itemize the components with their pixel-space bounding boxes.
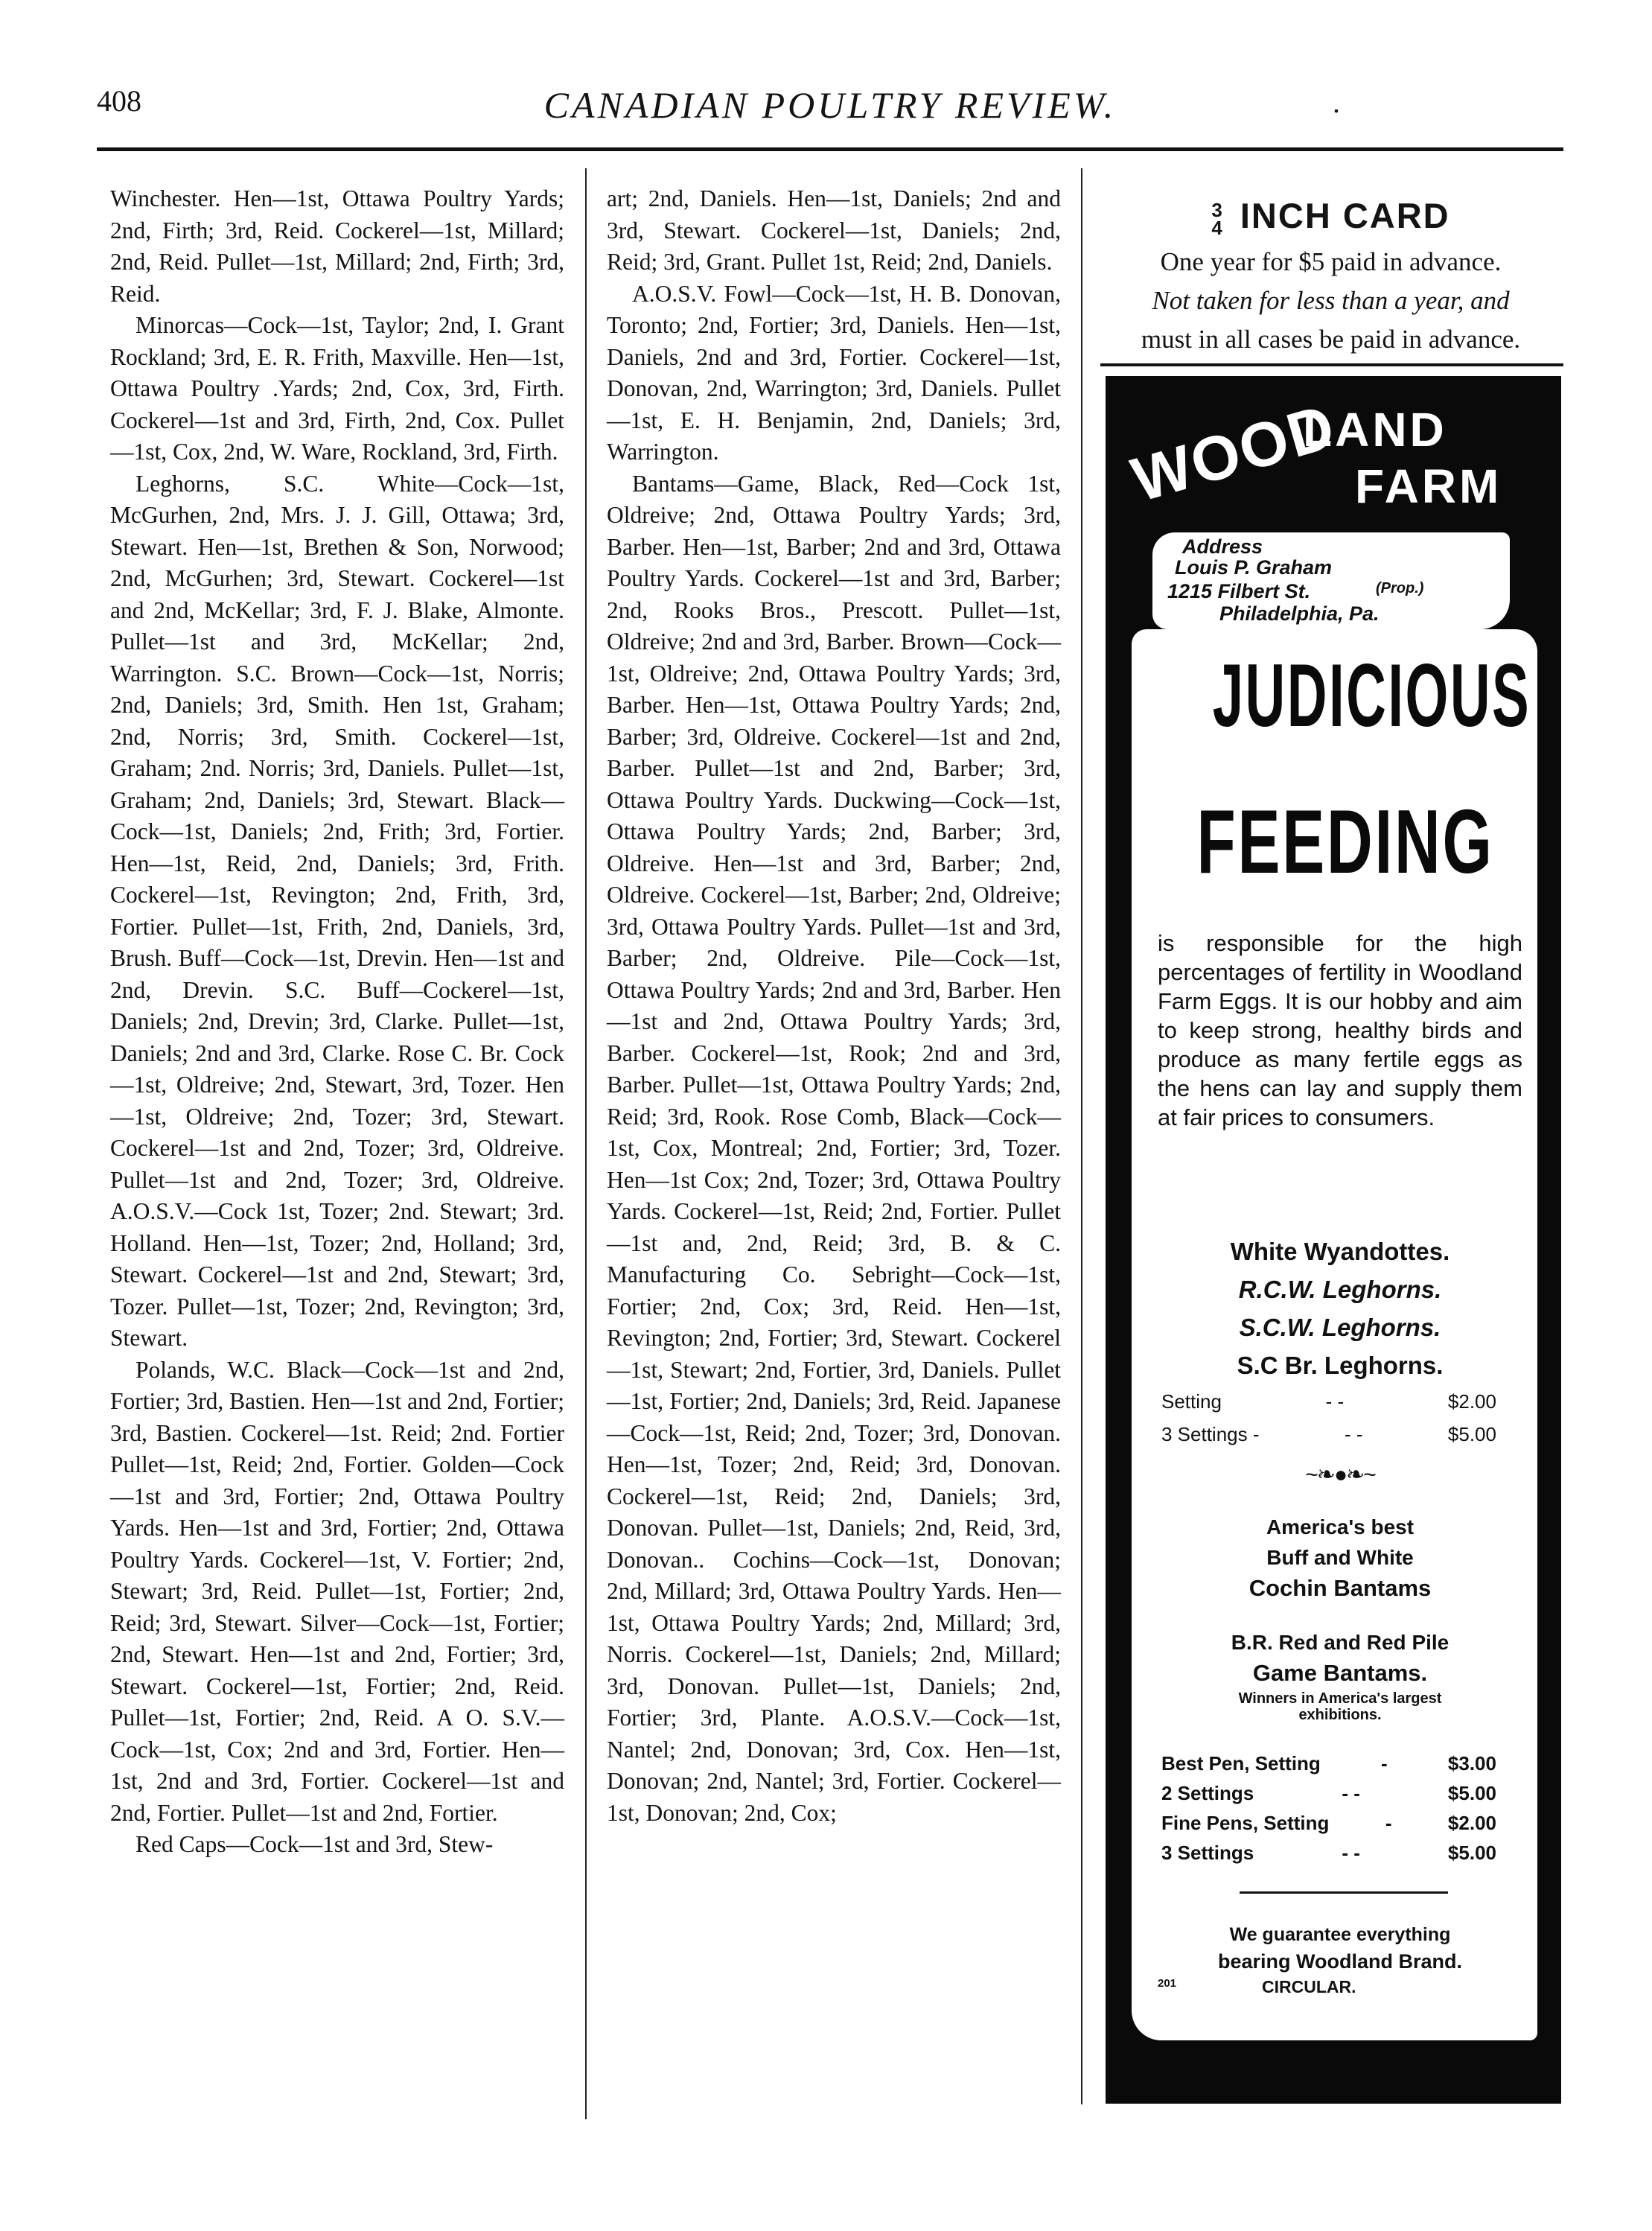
breed-item: S.C Br. Leghorns. bbox=[1237, 1352, 1444, 1379]
paragraph: Minorcas—Cock—1st, Taylor; 2nd, I. Grant Rockland; 3rd, E. R. Frith, Maxville. Hen—1st, Ottawa Poultry .Yards; 2nd, Cox, 3rd, Firth. Cockerel—1st and 3rd, Firth, 2nd, Cox. Pullet—1st, Cox, 2nd, W. Ware, Rockland, 3rd, Firth. bbox=[110, 312, 564, 465]
column-divider-2 bbox=[1081, 168, 1082, 2104]
brand-farm: FARM bbox=[1355, 459, 1502, 513]
card-terms bbox=[1098, 243, 1563, 359]
ad-body-text: is responsible for the high percentages of fertility in Woodland Farm Eggs. It is our hobby and aim to keep strong, healthy birds and produce as many fertile eggs as the hens can lay and supply them at fair prices to consumers. bbox=[1158, 930, 1522, 1130]
address-name: Louis P. Graham bbox=[1175, 556, 1333, 579]
text-column-2 bbox=[607, 183, 1061, 1829]
address-city: Philadelphia, Pa. bbox=[1219, 602, 1380, 625]
price-list-bantams bbox=[1161, 1748, 1496, 1868]
page-number: 408 bbox=[97, 84, 141, 118]
breed-item: S.C.W. Leghorns. bbox=[1239, 1314, 1441, 1341]
price-row: Best Pen, Setting - $3.00 bbox=[1161, 1752, 1496, 1775]
column-divider-1 bbox=[585, 168, 587, 2119]
bantam-heading: America's best Buff and White Cochin Bantams bbox=[1248, 1515, 1432, 1601]
address-street: 1215 Filbert St. bbox=[1167, 580, 1311, 602]
card-title: 3 4 INCH CARD bbox=[1211, 196, 1450, 239]
paragraph: Polands, W.C. Black—Cock—1st and 2nd, Fortier; 3rd, Bastien. Hen—1st and 2nd, Fortier; 3rd, Bastien. Cockerel—1st. Reid; 2nd. Fortier Pullet—1st, Reid; 2nd, Fortier. Golden—Cock—1st and 3rd, Fortier; 2nd, Ottawa Poultry Yards. Hen—1st and 3rd, Fortier; 2nd, Ottawa Poultry Yards. Cockerel—1st, V. Fortier; 2nd, Stewart; 3rd, Reid. Pullet—1st, Fortier; 2nd, Reid; 3rd, Stewart. Silver—Cock—1st, Fortier; 2nd, Stewart. Hen—1st and 2nd, Fortier; 3rd, Stewart. Cockerel—1st, Fortier; 2nd, Reid. Pullet—1st, Fortier; 2nd, Reid. A O. S.V.—Cock—1st, Cox; 2nd and 3rd, Fortier. Hen—1st, 2nd and 3rd, Fortier. Cockerel—1st and 2nd, Fortier. Pullet—1st and 2nd, Fortier. bbox=[110, 1356, 564, 1826]
header-rule bbox=[97, 147, 1563, 151]
card-fraction: 3 4 bbox=[1211, 198, 1224, 239]
paragraph: A.O.S.V. Fowl—Cock—1st, H. B. Donovan, Toronto; 2nd, Fortier; 3rd, Daniels. Hen—1st, Daniels, 2nd and 3rd, Fortier. Cockerel—1st, Donovan, 2nd, Warrington; 3rd, Daniels. Pullet—1st, E. H. Benjamin, 2nd, Daniels; 3rd, Warrington. bbox=[607, 280, 1061, 465]
ornament: ~❧●❧~ bbox=[1305, 1463, 1375, 1487]
headline-feeding: FEEDING bbox=[1196, 791, 1494, 892]
breed-list bbox=[1158, 1232, 1522, 1384]
price-row: Setting - - $2.00 bbox=[1161, 1390, 1496, 1413]
paragraph: Bantams—Game, Black, Red—Cock 1st, Oldreive; 2nd, Ottawa Poultry Yards; 3rd, Barber. Hen—1st, Barber; 2nd and 3rd, Ottawa Poultry Yards. Cockerel—1st and 3rd, Barber; 2nd, Rooks Bros., Prescott. Pullet—1st, Oldreive; 2nd and 3rd, Barber. Brown—Cock—1st, Oldreive; 2nd, Ottawa Poultry Yards; 3rd, Barber. Hen—1st, Ottawa Poultry Yards; 2nd, Barber; 3rd, Oldreive. Cockerel—1st and 2nd, Barber. Pullet—1st and 2nd, Barber; 3rd, Ottawa Poultry Yards. Duckwing—Cock—1st, Ottawa Poultry Yards; 2nd, Barber; 3rd, Oldreive. Hen—1st and 3rd, Barber; 2nd, Oldreive. Cockerel—1st, Barber; 2nd, Oldreive; 3rd, Ottawa Poultry Yards. Pullet—1st and 3rd, Barber; 2nd, Oldreive. Pile—Cock—1st, Ottawa Poultry Yards; 2nd and 3rd, Barber. Hen—1st and 2nd, Ottawa Poultry Yards; 3rd, Barber. Cockerel—1st, Rook; 2nd and 3rd, Barber. Pullet—1st, Ottawa Poultry Yards; 2nd, Reid; 3rd, Rook. Rose Comb, Black—Cock—1st, Cox, Montreal; 2nd, Fortier; 3rd, Tozer. Hen—1st Cox; 2nd, Tozer; 3rd, Ottawa Poultry Yards. Cockerel—1st, Reid; 2nd, Fortier. Pullet—1st and, 2nd, Reid; 3rd, B. & C. Manufacturing Co. Sebright—Cock—1st, Fortier; 2nd, Cox; 3rd, Reid. Hen—1st, Revington; 2nd, Fortier; 3rd, Stewart. Cockerel—1st, Stewart; 2nd, Fortier, 3rd, Daniels. Pullet—1st, Fortier; 2nd, Daniels; 3rd, Reid. Japanese—Cock—1st, Reid; 2nd, Tozer; 3rd, Donovan. Hen—1st, Tozer; 2nd, Reid; 3rd, Donovan. Cockerel—1st, Reid; 2nd, Daniels; 3rd, Donovan. Pullet—1st, Daniels; 2nd, Reid, 3rd, Donovan.. Cochins—Cock—1st, Donovan; 2nd, Millard; 3rd, Ottawa Poultry Yards. Hen—1st, Ottawa Poultry Yards; 2nd, Millard; 3rd, Norris. Cockerel—1st, Daniels; 2nd, Millard; 3rd, Donovan. Pullet—1st, Daniels; 2nd, Fortier; 3rd, Plante. A.O.S.V.—Cock—1st, Nantel; 2nd, Donovan; 3rd, Cox. Hen—1st, Donovan; 2nd, Nantel; 3rd, Fortier. Cockerel—1st, Donovan; 2nd, Cox; bbox=[607, 470, 1061, 1826]
price-row: 3 Settings - - - $5.00 bbox=[1161, 1423, 1496, 1445]
breed-item: White Wyandottes. bbox=[1230, 1238, 1450, 1265]
paragraph: Leghorns, S.C. White—Cock—1st, McGurhen, 2nd, Mrs. J. J. Gill, Ottawa; 3rd, Stewart. Hen—1st, Brethen & Son, Norwood; 2nd, McGurhen; 3rd, Stewart. Cockerel—1st and 2nd, McKellar; 3rd, F. J. Blake, Almonte. Pullet—1st and 3rd, McKellar; 2nd, Warrington. S.C. Brown—Cock—1st, Norris; 2nd, Daniels; 3rd, Smith. Hen 1st, Graham; 2nd, Norris; 3rd, Smith. Cockerel—1st, Graham; 2nd. Norris; 3rd, Daniels. Pullet—1st, Graham; 2nd, Daniels; 3rd, Stewart. Black—Cock—1st, Daniels; 2nd, Frith; 3rd, Fortier. Hen—1st, Reid, 2nd, Daniels; 3rd, Frith. Cockerel—1st, Revington; 2nd, Frith, 3rd, Fortier. Pullet—1st, Frith, 2nd, Daniels, 3rd, Brush. Buff—Cock—1st, Drevin. Hen—1st and 2nd, Drevin. S.C. Buff—Cockerel—1st, Daniels; 2nd, Drevin; 3rd, Clarke. Pullet—1st, Daniels; 2nd and 3rd, Clarke. Rose C. Br. Cock—1st, Oldreive; 2nd, Stewart, 3rd, Tozer. Hen—1st, Oldreive; 2nd, Tozer; 3rd, Stewart. Cockerel—1st and 2nd, Tozer; 3rd, Oldreive. Pullet—1st and 2nd, Tozer; 3rd, Oldreive. A.O.S.V.—Cock 1st, Tozer; 2nd. Stewart; 3rd. Holland. Hen—1st, Tozer; 2nd, Holland; 3rd, Stewart. Cockerel—1st and 2nd, Stewart; 3rd, Tozer. Pullet—1st, Tozer; 2nd, Revington; 3rd, Stewart. bbox=[110, 470, 564, 1351]
address-prop: (Prop.) bbox=[1376, 580, 1424, 596]
price-row: 3 Settings - - $5.00 bbox=[1161, 1842, 1496, 1864]
address-label: Address bbox=[1182, 535, 1263, 558]
brand-wood: WOOD bbox=[1124, 390, 1344, 515]
game-bantam-heading: B.R. Red and Red Pile Game Bantams. bbox=[1231, 1631, 1450, 1686]
page-header bbox=[97, 83, 1563, 136]
card-line: One year for $5 paid in advance. bbox=[1160, 247, 1502, 276]
brand-land: LAND bbox=[1303, 403, 1447, 456]
card-line: Not taken for less than a year, and bbox=[1152, 286, 1510, 315]
text-column-1 bbox=[110, 183, 564, 1861]
price-row: Fine Pens, Setting - $2.00 bbox=[1161, 1812, 1496, 1834]
circular-label: CIRCULAR. bbox=[1262, 1977, 1356, 1996]
card-line: must in all cases be paid in advance. bbox=[1141, 325, 1521, 354]
circular-number: 201 bbox=[1158, 1977, 1177, 1990]
price-list-eggs bbox=[1161, 1385, 1496, 1451]
running-title: CANADIAN POULTRY REVIEW. bbox=[543, 84, 1117, 126]
winners-note: Winners in America's largest exhibitions. bbox=[1238, 1690, 1442, 1723]
guarantee: We guarantee everything bearing Woodland Brand. bbox=[1217, 1924, 1462, 1973]
paragraph: Red Caps—Cock—1st and 3rd, Stew- bbox=[135, 1831, 494, 1857]
brand-logo bbox=[1124, 387, 1541, 536]
headline-judicious: JUDICIOUS bbox=[1212, 646, 1531, 745]
paragraph: Winchester. Hen—1st, Ottawa Poultry Yards; 2nd, Firth; 3rd, Reid. Cockerel—1st, Millard; 2nd, Reid. Pullet—1st, Millard; 2nd, Firth; 3rd, Reid. bbox=[110, 185, 564, 307]
ad-divider bbox=[1240, 1891, 1448, 1894]
price-row: 2 Settings - - $5.00 bbox=[1161, 1782, 1496, 1804]
header-mark: . bbox=[1333, 86, 1340, 119]
ad-rule bbox=[1100, 363, 1563, 366]
breed-item: R.C.W. Leghorns. bbox=[1238, 1276, 1442, 1303]
paragraph: art; 2nd, Daniels. Hen—1st, Daniels; 2nd and 3rd, Stewart. Cockerel—1st, Daniels; 2nd, Reid; 3rd, Grant. Pullet 1st, Reid; 2nd, Daniels. bbox=[607, 185, 1061, 275]
address-block bbox=[1152, 532, 1510, 629]
